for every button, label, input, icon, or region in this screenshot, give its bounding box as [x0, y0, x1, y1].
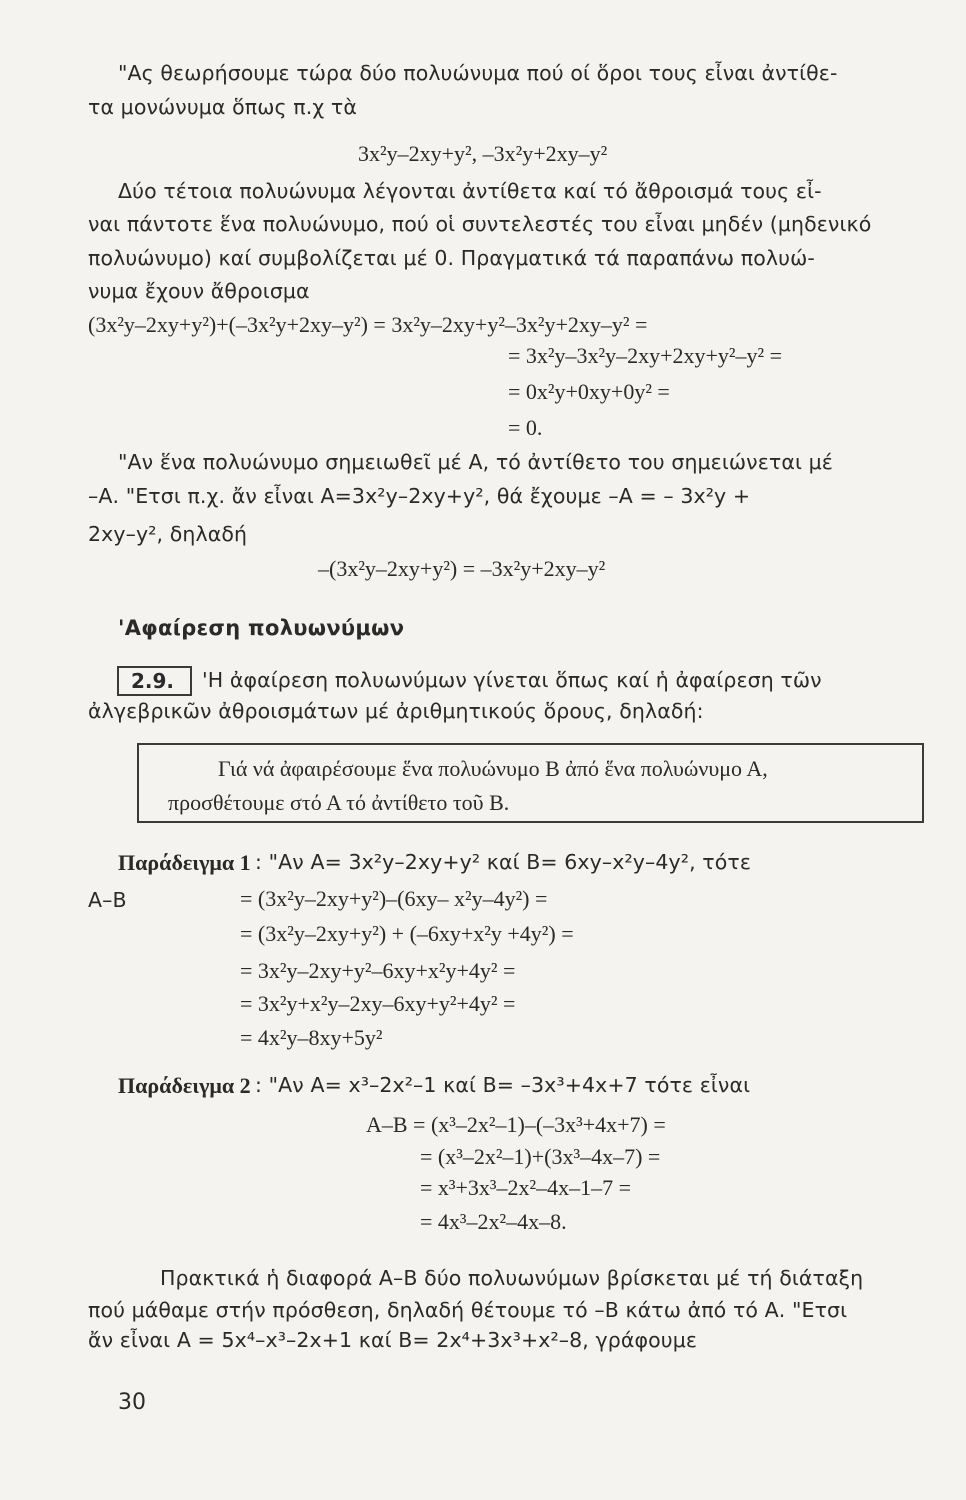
- rule-text: Γιά νά ἀφαιρέσουμε ἕνα πολυώνυμο Β ἀπό ἕνα πολυώνυμο Α,: [218, 756, 768, 781]
- text-line: νυμα ἔχουν ἄθροισμα: [88, 279, 310, 303]
- text-line: : "Αν Α= 3x²y–2xy+y² καί Β= 6xy–x²y–4y², τότε: [255, 850, 752, 874]
- formula-line: = 0.: [508, 415, 543, 440]
- formula-line: = 3x²y–2xy+y²–6xy+x²y+4y² =: [240, 958, 516, 983]
- formula-line: = x³+3x³–2x²–4x–1–7 =: [420, 1175, 632, 1200]
- text-line: –Α. "Ετσι π.χ. ἄν εἶναι Α=3x²y–2xy+y², θά ἔχουμε –Α = – 3x²y +: [88, 484, 751, 508]
- text-line: "Αν ἕνα πολυώνυμο σημειωθεῖ μέ Α, τό ἀντίθετο του σημειώνεται μέ: [118, 450, 833, 474]
- formula-line: (3x²y–2xy+y²)+(–3x²y+2xy–y²) = 3x²y–2xy+y²–3x²y+2xy–y² =: [88, 312, 648, 337]
- formula-line: = (x³–2x²–1)+(3x³–4x–7) =: [420, 1144, 661, 1169]
- formula-line: = (3x²y–2xy+y²)–(6xy– x²y–4y²) =: [240, 886, 548, 911]
- text-line: 'Η ἀφαίρεση πολυωνύμων γίνεται ὅπως καί ἡ ἀφαίρεση τῶν: [202, 668, 822, 692]
- text-line: πολυώνυμο) καί συμβολίζεται μέ 0. Πραγματικά τά παραπάνω πολυώ-: [88, 246, 815, 270]
- text-line: : "Αν Α= x³–2x²–1 καί Β= –3x³+4x+7 τότε εἶναι: [255, 1073, 751, 1097]
- formula-line: = 4x³–2x²–4x–8.: [420, 1209, 567, 1234]
- text-line: ἀλγεβρικῶν ἀθροισμάτων μέ ἀριθμητικούς ὅρους, δηλαδή:: [88, 699, 704, 723]
- text-line: ἄν εἶναι Α = 5x⁴–x³–2x+1 καί Β= 2x⁴+3x³+x²–8, γράφουμε: [88, 1328, 698, 1352]
- example-label: Παράδειγμα 1: [118, 850, 251, 875]
- text-line: "Ας θεωρήσουμε τώρα δύο πολυώνυμα πού οί ὅροι τους εἶναι ἀντίθε-: [118, 61, 838, 85]
- section-heading: 'Αφαίρεση πολυωνύμων: [118, 616, 405, 640]
- formula-line: = 4x²y–8xy+5y²: [240, 1025, 383, 1050]
- example-label: Παράδειγμα 2: [118, 1073, 251, 1098]
- page-number: 30: [118, 1390, 146, 1415]
- text-line: Δύο τέτοια πολυώνυμα λέγονται ἀντίθετα καί τό ἄθροισμά τους εἶ-: [118, 179, 822, 203]
- text-line: πού μάθαμε στήν πρόσθεση, δηλαδή θέτουμε τό –Β κάτω ἀπό τό Α. "Ετσι: [88, 1298, 848, 1322]
- text-line: τα μονώνυμα ὅπως π.χ τὰ: [88, 95, 357, 119]
- rule-text: προσθέτουμε στό Α τό ἀντίθετο τοῦ Β.: [168, 790, 510, 815]
- formula-line: = 3x²y+x²y–2xy–6xy+y²+4y² =: [240, 991, 516, 1016]
- formula-line: Α–Β = (x³–2x²–1)–(–3x³+4x+7) =: [366, 1112, 666, 1137]
- text-line: Α–Β: [88, 888, 127, 912]
- text-line: Πρακτικά ἡ διαφορά Α–Β δύο πολυωνύμων βρίσκεται μέ τή διάταξη: [160, 1266, 864, 1290]
- formula-line: = 3x²y–3x²y–2xy+2xy+y²–y² =: [508, 343, 783, 368]
- section-number-box: 2.9.: [117, 666, 192, 696]
- formula-line: –(3x²y–2xy+y²) = –3x²y+2xy–y²: [318, 556, 606, 581]
- formula-line: = 0x²y+0xy+0y² =: [508, 379, 670, 404]
- text-line: 2xy–y², δηλαδή: [88, 522, 248, 546]
- formula-line: = (3x²y–2xy+y²) + (–6xy+x²y +4y²) =: [240, 921, 574, 946]
- text-line: ναι πάντοτε ἕνα πολυώνυμο, πού οἱ συντελεστές του εἶναι μηδέν (μηδενικό: [88, 212, 872, 236]
- formula-line: 3x²y–2xy+y², –3x²y+2xy–y²: [358, 141, 608, 166]
